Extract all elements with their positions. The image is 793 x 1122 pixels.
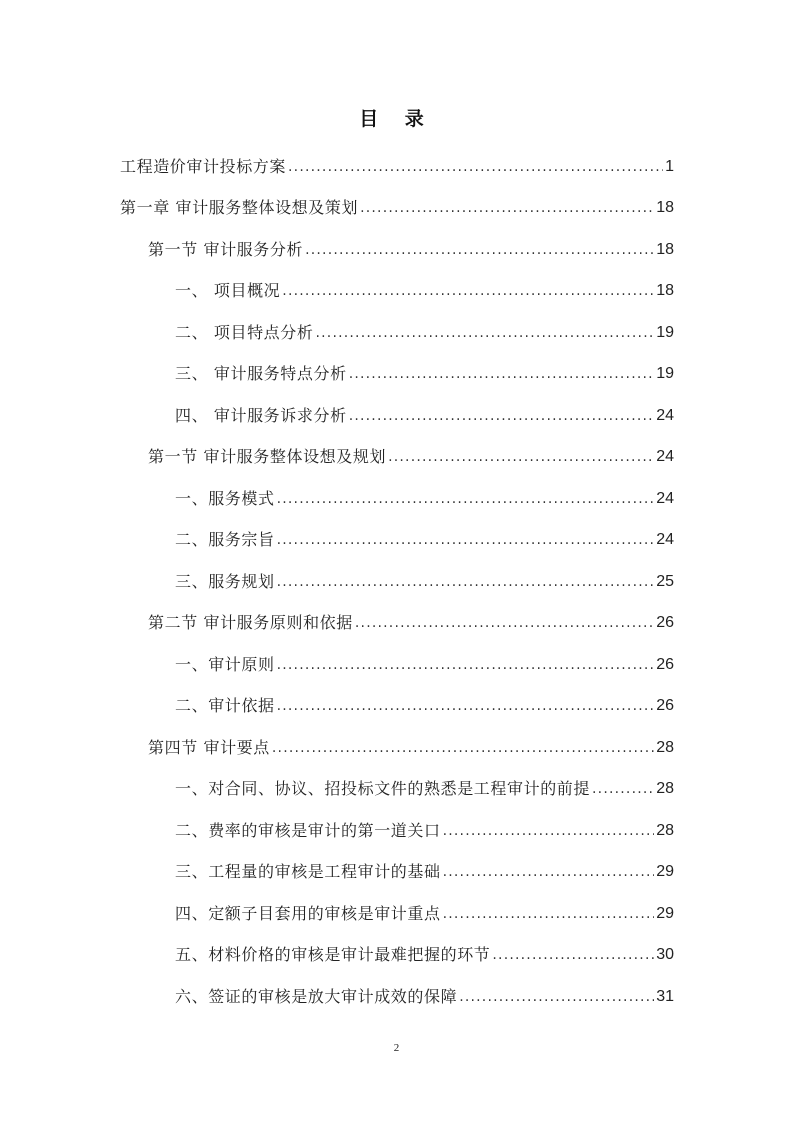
dot-leader: [355, 613, 654, 633]
toc-entry-label: 一、对合同、协议、招投标文件的熟悉是工程审计的前提: [175, 779, 591, 799]
toc-entry[interactable]: [120, 810, 674, 852]
table-of-contents: [120, 146, 674, 1018]
toc-entry-page: 28: [656, 738, 674, 756]
dot-leader: [349, 406, 655, 426]
toc-entry[interactable]: [120, 644, 674, 686]
toc-entry[interactable]: [120, 976, 674, 1018]
toc-entry-page: 18: [656, 240, 674, 258]
toc-entry-label: 二、费率的审核是审计的第一道关口: [175, 820, 441, 840]
toc-entry-page: 29: [656, 863, 674, 881]
toc-entry-label: 一、服务模式: [175, 488, 275, 508]
toc-entry-label: 五、材料价格的审核是审计最难把握的环节: [175, 945, 491, 965]
toc-entry-page: 29: [656, 904, 674, 922]
toc-entry-label: 三、服务规划: [175, 571, 275, 591]
toc-entry[interactable]: [120, 229, 674, 271]
dot-leader: [277, 655, 655, 675]
dot-leader: [277, 696, 655, 716]
toc-entry-label: 三、 审计服务特点分析: [175, 364, 347, 384]
dot-leader: [592, 779, 654, 799]
toc-entry[interactable]: [120, 478, 674, 520]
toc-entry-label: 第一章 审计服务整体设想及策划: [120, 198, 359, 218]
toc-entry[interactable]: [120, 354, 674, 396]
toc-entry-label: 三、工程量的审核是工程审计的基础: [175, 862, 441, 882]
toc-entry-page: 31: [656, 987, 674, 1005]
dot-leader: [272, 738, 654, 758]
dot-leader: [277, 530, 655, 550]
toc-title: 目 录: [359, 108, 434, 130]
toc-entry-label: 二、服务宗旨: [175, 530, 275, 550]
toc-entry-page: 30: [656, 946, 674, 964]
toc-entry-label: 第一节 审计服务整体设想及规划: [148, 447, 387, 467]
dot-leader: [316, 323, 655, 343]
dot-leader: [288, 157, 663, 177]
toc-entry-label: 二、审计依据: [175, 696, 275, 716]
toc-entry-page: 19: [656, 323, 674, 341]
toc-entry-label: 六、签证的审核是放大审计成效的保障: [175, 986, 458, 1006]
dot-leader: [459, 987, 654, 1007]
toc-entry[interactable]: [120, 437, 674, 479]
toc-entry-page: 26: [656, 655, 674, 673]
toc-entry-page: 19: [656, 365, 674, 383]
toc-entry-label: 一、 项目概况: [175, 281, 281, 301]
toc-entry-page: 25: [656, 572, 674, 590]
toc-entry[interactable]: [120, 146, 674, 188]
toc-entry-label: 一、审计原则: [175, 654, 275, 674]
dot-leader: [277, 572, 655, 592]
toc-entry-page: 1: [665, 157, 674, 175]
toc-entry-page: 28: [656, 780, 674, 798]
dot-leader: [360, 198, 654, 218]
dot-leader: [492, 945, 654, 965]
toc-entry-page: 26: [656, 614, 674, 632]
toc-entry-label: 第四节 审计要点: [148, 737, 270, 757]
toc-entry-label: 四、定额子目套用的审核是审计重点: [175, 903, 441, 923]
toc-entry[interactable]: [120, 603, 674, 645]
toc-entry-label: 第一节 审计服务分析: [148, 239, 304, 259]
toc-entry[interactable]: [120, 312, 674, 354]
toc-entry[interactable]: [120, 727, 674, 769]
dot-leader: [349, 364, 655, 384]
toc-entry-page: 24: [656, 406, 674, 424]
toc-entry[interactable]: [120, 686, 674, 728]
dot-leader: [282, 281, 654, 301]
toc-entry[interactable]: [120, 188, 674, 230]
toc-entry-page: 18: [656, 282, 674, 300]
toc-entry[interactable]: [120, 893, 674, 935]
dot-leader: [277, 489, 655, 509]
dot-leader: [443, 821, 655, 841]
toc-entry[interactable]: [120, 935, 674, 977]
toc-entry[interactable]: [120, 395, 674, 437]
toc-entry-label: 四、 审计服务诉求分析: [175, 405, 347, 425]
toc-entry-page: 24: [656, 448, 674, 466]
toc-entry-page: 18: [656, 199, 674, 217]
toc-entry-label: 二、 项目特点分析: [175, 322, 314, 342]
toc-entry[interactable]: [120, 520, 674, 562]
toc-entry-page: 28: [656, 821, 674, 839]
dot-leader: [443, 904, 655, 924]
dot-leader: [443, 862, 655, 882]
toc-entry-label: 第二节 审计服务原则和依据: [148, 613, 353, 633]
page-number: 2: [393, 1042, 400, 1054]
toc-entry[interactable]: [120, 852, 674, 894]
toc-entry-page: 26: [656, 697, 674, 715]
dot-leader: [388, 447, 654, 467]
toc-entry[interactable]: [120, 561, 674, 603]
dot-leader: [305, 240, 654, 260]
toc-entry-label: 工程造价审计投标方案: [120, 156, 287, 176]
toc-entry-page: 24: [656, 489, 674, 507]
toc-entry[interactable]: [120, 271, 674, 313]
toc-entry-page: 24: [656, 531, 674, 549]
toc-entry[interactable]: [120, 769, 674, 811]
